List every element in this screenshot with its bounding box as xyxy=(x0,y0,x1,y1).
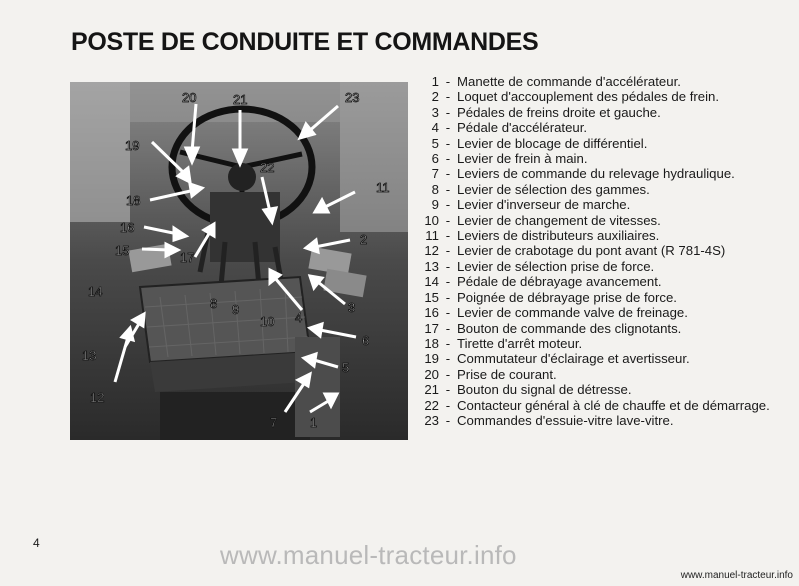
callout-15: 15 xyxy=(115,243,130,258)
callout-16: 16 xyxy=(120,220,135,235)
callout-11: 11 xyxy=(376,180,390,195)
list-item: 19 - Commutateur d'éclairage et avertisseur. xyxy=(424,351,690,367)
list-item: 12 - Levier de crabotage du pont avant (R 781-4S) xyxy=(424,243,726,259)
list-item: 18 - Tirette d'arrêt moteur. xyxy=(424,335,583,351)
watermark: www.manuel-tracteur.info xyxy=(220,540,517,570)
callout-14: 14 xyxy=(88,284,103,299)
list-item: 8 - Levier de sélection des gammes. xyxy=(431,181,650,197)
list-item: 5 - Levier de blocage de différentiel. xyxy=(431,135,648,151)
callout-10: 10 xyxy=(260,314,275,329)
callout-12: 12 xyxy=(90,390,105,405)
callout-6: 6 xyxy=(362,333,370,348)
callout-3: 3 xyxy=(348,300,356,315)
list-item: 9 - Levier d'inverseur de marche. xyxy=(431,197,631,213)
list-item: 1 - Manette de commande d'accélérateur. xyxy=(431,74,681,89)
list-item: 23 - Commandes d'essuie-vitre lave-vitre. xyxy=(424,412,674,428)
list-item: 14 - Pédale de débrayage avancement. xyxy=(424,274,662,290)
callout-9: 9 xyxy=(232,302,240,317)
list-item: 22 - Contacteur général à clé de chauffe et de démarrage. xyxy=(424,397,770,413)
callout-2: 2 xyxy=(360,232,368,247)
callout-4: 4 xyxy=(295,310,303,325)
callout-5: 5 xyxy=(342,360,350,375)
callout-19: 19 xyxy=(125,138,140,153)
callout-17: 17 xyxy=(180,250,195,265)
callout-1: 1 xyxy=(310,415,318,430)
list-item: 4 - Pédale d'accélérateur. xyxy=(431,120,588,136)
list-item: 3 - Pédales de freins droite et gauche. xyxy=(431,104,661,120)
cab-photo-illustration xyxy=(70,82,408,440)
callout-22: 22 xyxy=(260,160,275,175)
callout-7: 7 xyxy=(270,415,278,430)
list-item: 11 - Leviers de distributeurs auxiliaires. xyxy=(425,228,660,244)
list-item: 20 - Prise de courant. xyxy=(424,366,557,382)
page-number: 4 xyxy=(33,536,40,550)
list-item: 13 - Levier de sélection prise de force. xyxy=(424,258,655,274)
callout-20: 20 xyxy=(182,90,197,105)
callout-23: 23 xyxy=(345,90,360,105)
callout-18: 18 xyxy=(126,193,141,208)
site-link[interactable]: www.manuel-tracteur.info xyxy=(680,570,793,581)
callout-21: 21 xyxy=(233,92,248,107)
list-item: 21 - Bouton du signal de détresse. xyxy=(424,382,632,398)
list-item: 17 - Bouton de commande des clignotants. xyxy=(424,320,682,336)
list-item: 10 - Levier de changement de vitesses. xyxy=(424,212,661,228)
list-item: 7 - Leviers de commande du relevage hydraulique. xyxy=(431,166,735,182)
list-item: 6 - Levier de frein à main. xyxy=(431,151,588,167)
list-item: 16 - Levier de commande valve de freinage. xyxy=(424,305,688,321)
cab-photo xyxy=(70,82,408,440)
legend-list xyxy=(411,74,796,428)
callout-13: 13 xyxy=(82,348,97,363)
list-item: 15 - Poignée de débrayage prise de force. xyxy=(424,289,677,305)
callout-8: 8 xyxy=(210,296,218,311)
list-item: 2 - Loquet d'accouplement des pédales de frein. xyxy=(431,89,720,105)
page-title: POSTE DE CONDUITE ET COMMANDES xyxy=(71,28,539,56)
